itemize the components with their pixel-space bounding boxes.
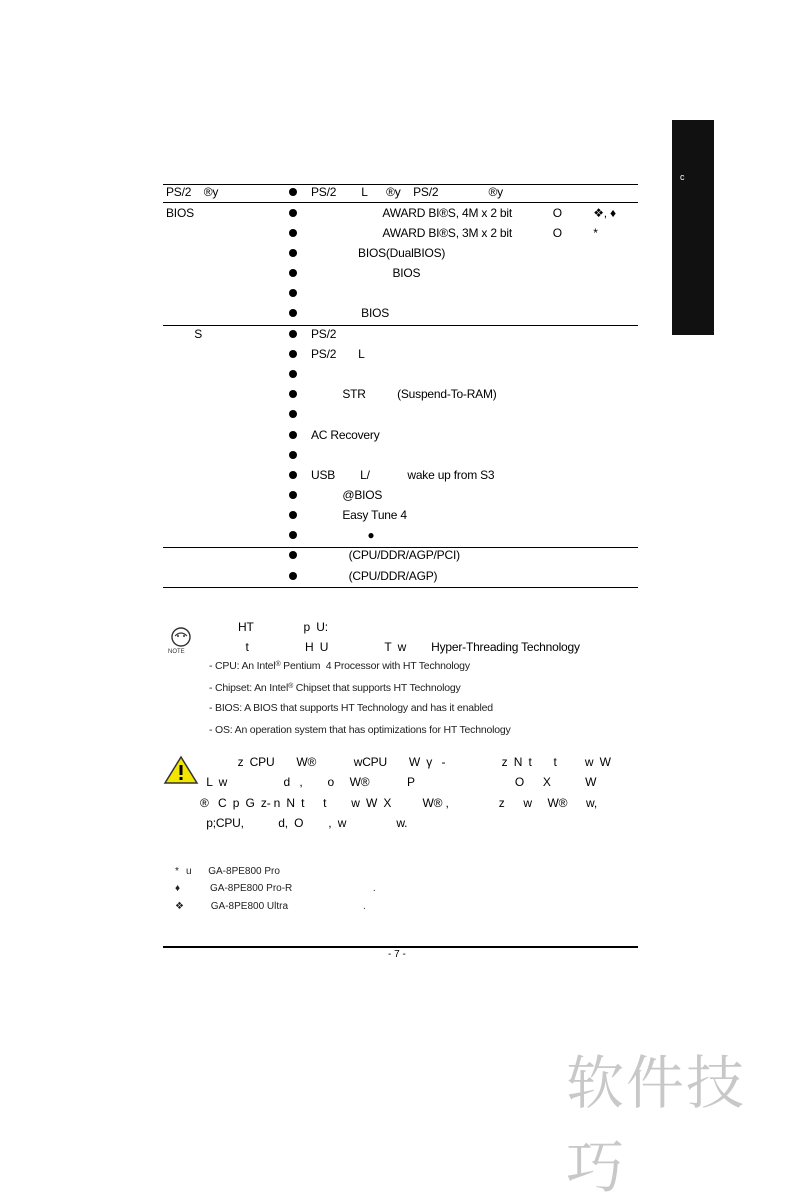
table-cell-value: PS/2 L ®y PS/2 ®y	[311, 185, 503, 199]
table-cell-value: BIOS	[311, 306, 390, 320]
table-row-divider	[163, 325, 638, 326]
list-bullet-icon	[289, 410, 297, 418]
table-cell-label: PS/2 ®y	[166, 185, 219, 199]
footnote-symbol: *	[175, 866, 179, 877]
table-cell-value: PS/2	[311, 327, 337, 341]
list-bullet-icon	[289, 309, 297, 317]
chapter-side-tab	[672, 120, 714, 335]
warning-text-line: z CPU W® wCPU W γ - z N t t w W	[200, 755, 611, 769]
list-bullet-icon	[289, 188, 297, 196]
table-cell-value: AWARD BI®S, 4M x 2 bit O ❖, ♦	[311, 206, 616, 220]
table-cell-value: Easy Tune 4	[311, 508, 407, 522]
table-cell-label: S	[166, 327, 203, 341]
list-bullet-icon	[289, 330, 297, 338]
footnote-text: u GA-8PE800 Pro	[186, 866, 280, 877]
table-cell-label: BIOS	[166, 206, 194, 220]
table-cell-value: ●	[311, 528, 375, 542]
list-bullet-icon	[289, 471, 297, 479]
warning-text-line: ® C p G z- n N t t w W X W® , z w W® w,	[200, 796, 597, 810]
table-cell-value: BIOS	[311, 266, 421, 280]
table-cell-value: (CPU/DDR/AGP)	[311, 569, 438, 583]
list-bullet-icon	[289, 209, 297, 217]
table-cell-value: BIOS(DualBIOS)	[311, 246, 446, 260]
warning-text-line: p;CPU, d, O , w w.	[200, 816, 408, 830]
list-bullet-icon	[289, 491, 297, 499]
watermark: 软件技巧	[566, 1049, 747, 1201]
list-bullet-icon	[289, 390, 297, 398]
table-cell-value: AC Recovery	[311, 428, 380, 442]
footnote-text: GA-8PE800 Ultra .	[208, 901, 366, 912]
list-bullet-icon	[289, 511, 297, 519]
footnote-symbol: ❖	[175, 901, 184, 912]
footnote-symbol: ♦	[175, 883, 181, 894]
list-bullet-icon	[289, 289, 297, 297]
table-cell-value: (CPU/DDR/AGP/PCI)	[311, 548, 460, 562]
note-intro: t H U T w Hyper-Threading Technology	[211, 640, 580, 654]
note-item: - BIOS: A BIOS that supports HT Technology and has it enabled	[209, 702, 493, 714]
table-row-divider	[163, 202, 638, 203]
note-heading: HT p U:	[238, 620, 328, 634]
list-bullet-icon	[289, 451, 297, 459]
note-item: - CPU: An Intel® Pentium 4 Processor with HT Technology	[209, 660, 470, 672]
note-item: - Chipset: An Intel® Chipset that supports HT Technology	[209, 682, 461, 694]
list-bullet-icon	[289, 531, 297, 539]
table-cell-value: STR (Suspend-To-RAM)	[311, 387, 497, 401]
warning-text-line: L w d , o W® P O X W	[200, 775, 597, 789]
table-bottom-rule	[163, 587, 638, 588]
list-bullet-icon	[289, 269, 297, 277]
list-bullet-icon	[289, 572, 297, 580]
list-bullet-icon	[289, 249, 297, 257]
list-bullet-icon	[289, 551, 297, 559]
note-item: - OS: An operation system that has optimizations for HT Technology	[209, 724, 511, 736]
table-cell-value: USB L/ wake up from S3	[311, 468, 495, 482]
table-cell-value: PS/2 L	[311, 347, 365, 361]
list-bullet-icon	[289, 229, 297, 237]
footer-rule	[163, 946, 638, 948]
warning-icon	[163, 755, 199, 785]
page-number: - 7 -	[388, 949, 406, 960]
list-bullet-icon	[289, 431, 297, 439]
table-cell-value: AWARD BI®S, 3M x 2 bit O *	[311, 226, 598, 240]
side-tab-label: c	[680, 172, 685, 182]
footnote-text: GA-8PE800 Pro-R .	[210, 883, 376, 894]
table-cell-value: @BIOS	[311, 488, 383, 502]
note-icon	[164, 626, 198, 654]
list-bullet-icon	[289, 370, 297, 378]
svg-text:NOTE: NOTE	[168, 649, 185, 654]
list-bullet-icon	[289, 350, 297, 358]
